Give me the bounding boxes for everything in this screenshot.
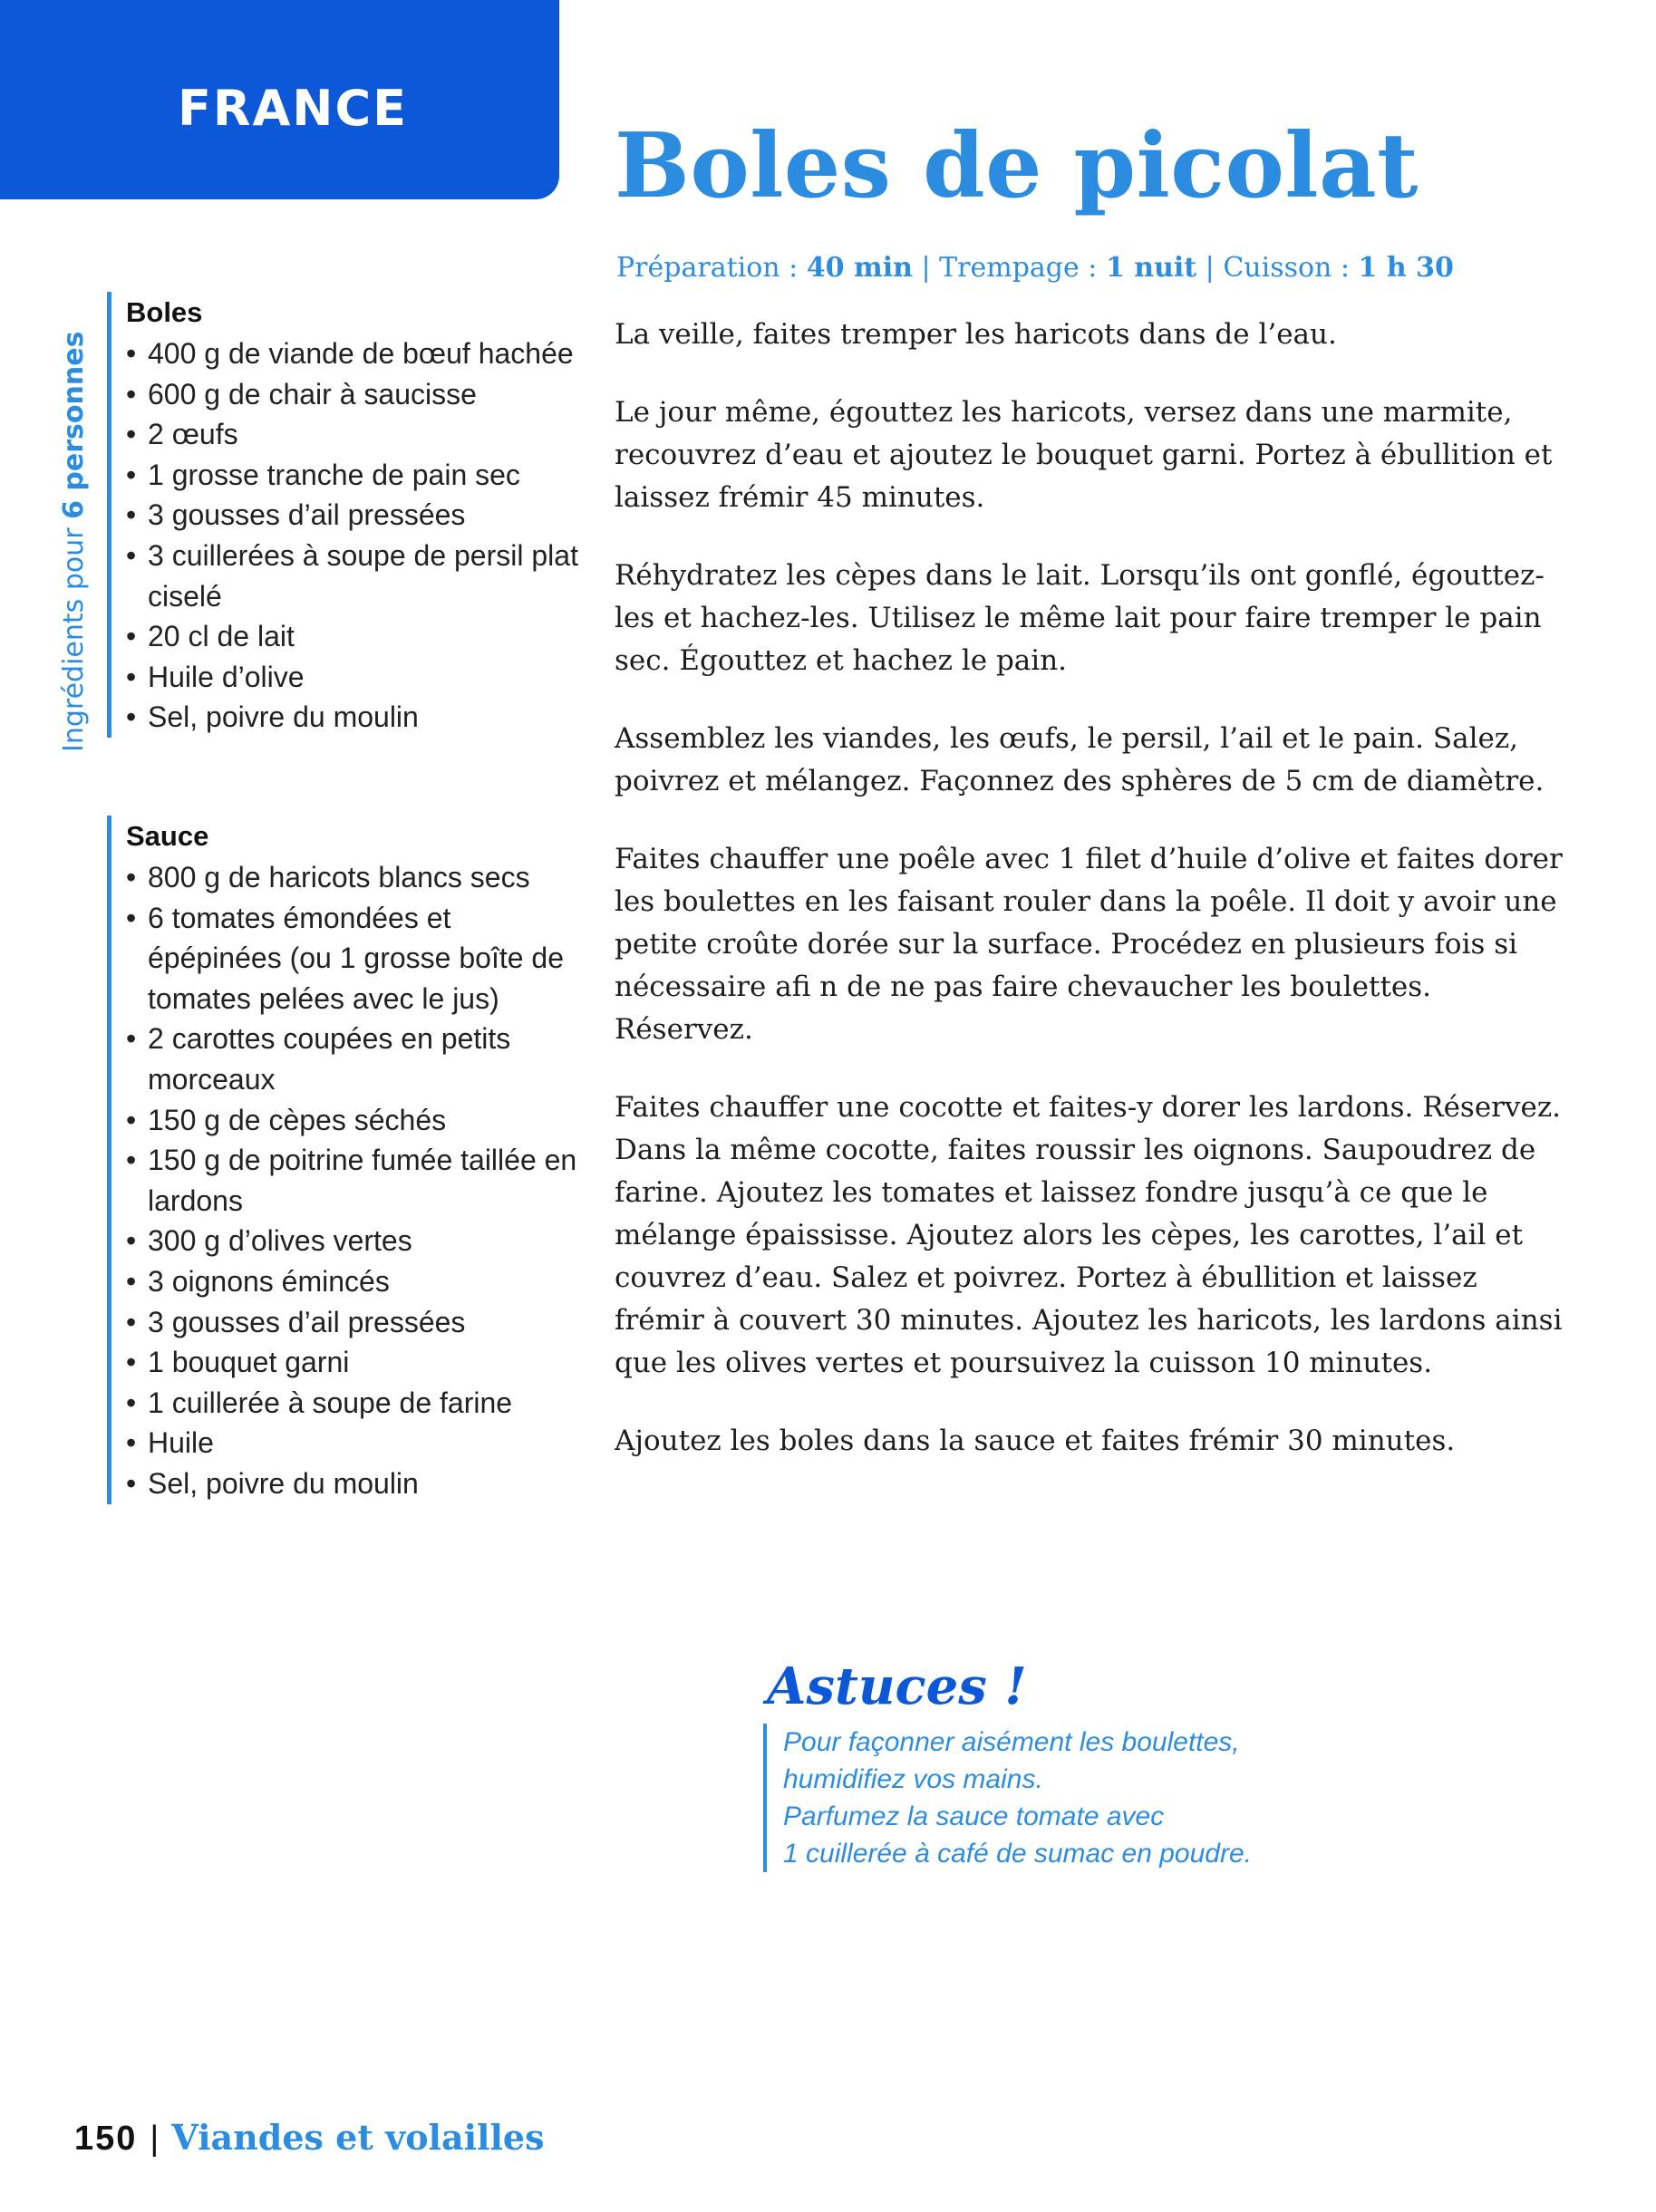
ingredients-sauce bbox=[107, 816, 588, 1504]
prep-value: 40 min bbox=[806, 252, 913, 284]
ingredient-item: • 1 bouquet garni bbox=[126, 1342, 588, 1383]
step-paragraph: Faites chauffer une poêle avec 1 filet d’huile d’olive et faites dorer les boulettes en les faisant rouler dans la poêle. Il doit y avoir une petite croûte dorée sur la surface. Procédez en plusieurs fois si nécessaire afi n de ne pas faire chevaucher les boulettes. Réservez. bbox=[615, 843, 1563, 1046]
servings-prefix: Ingrédients pour bbox=[58, 518, 90, 752]
ingredient-item: • Sel, poivre du moulin bbox=[126, 697, 588, 738]
step-paragraph: Faites chauffer une cocotte et faites-y dorer les lardons. Réservez. Dans la même cocotte, faites roussir les oignons. Saupoudrez de farine. Ajoutez les tomates et laissez fondre jusqu’à ce que le mélange épaississe. Ajoutez alors les cèpes, les carottes, l’ail et couvrez d’eau. Salez et poivrez. Portez à ébullition et laissez frémir à couvert 30 minutes. Ajoutez les haricots, les lardons ainsi que les olives vertes et poursuivez la cuisson 10 minutes. bbox=[615, 1091, 1563, 1379]
ingredient-item: • 20 cl de lait bbox=[126, 616, 588, 657]
ingredient-list bbox=[126, 333, 588, 738]
servings-count: 6 personnes bbox=[58, 331, 90, 519]
cook-value: 1 h 30 bbox=[1358, 252, 1454, 284]
tip-line: Pour façonner aisément les boulettes, bbox=[783, 1727, 1240, 1757]
ingredient-item: • 600 g de chair à saucisse bbox=[126, 374, 588, 415]
ingredient-item: • Huile bbox=[126, 1423, 588, 1463]
cook-label: | Cuisson : bbox=[1196, 252, 1359, 284]
ingredient-item: • 3 gousses d’ail pressées bbox=[126, 1302, 588, 1343]
tips-title: Astuces ! bbox=[767, 1657, 1027, 1716]
recipe-title: Boles de picolat bbox=[615, 114, 1419, 218]
ingredient-item: • 1 cuillerée à soupe de farine bbox=[126, 1383, 588, 1424]
ingredient-item: • Sel, poivre du moulin bbox=[126, 1463, 588, 1504]
tip-line: humidifiez vos mains. bbox=[783, 1764, 1043, 1794]
ingredient-item: • 2 œufs bbox=[126, 414, 588, 455]
tips-body bbox=[763, 1724, 1343, 1872]
ingredient-list bbox=[126, 857, 588, 1504]
page-number: 150 bbox=[74, 2120, 138, 2158]
servings-label bbox=[58, 332, 90, 752]
ingredient-item: • 2 carottes coupées en petits morceaux bbox=[126, 1019, 588, 1099]
step-paragraph: Le jour même, égouttez les haricots, versez dans une marmite, recouvrez d’eau et ajoutez le bouquet garni. Portez à ébullition et laissez frémir 45 minutes. bbox=[615, 396, 1553, 514]
ingredient-item: • Huile d’olive bbox=[126, 657, 588, 698]
recipe-timing bbox=[616, 252, 1454, 284]
tip-line: 1 cuillerée à café de sumac en poudre. bbox=[783, 1839, 1252, 1869]
page-footer bbox=[74, 2117, 544, 2159]
ingredients-boles bbox=[107, 292, 588, 738]
footer-separator: | bbox=[150, 2120, 160, 2158]
ingredient-item: • 3 oignons émincés bbox=[126, 1261, 588, 1302]
soak-value: 1 nuit bbox=[1105, 252, 1197, 284]
ingredient-item: • 3 cuillerées à soupe de persil plat ciselé bbox=[126, 536, 588, 616]
ingredient-item: • 6 tomates émondées et épépinées (ou 1 grosse boîte de tomates pelées avec le jus) bbox=[126, 898, 588, 1019]
ingredient-item: • 150 g de cèpes séchés bbox=[126, 1100, 588, 1141]
ingredient-item: • 1 grosse tranche de pain sec bbox=[126, 455, 588, 496]
tips-box bbox=[763, 1657, 1343, 1872]
step-paragraph: Ajoutez les boles dans la sauce et faites frémir 30 minutes. bbox=[615, 1425, 1456, 1457]
step-paragraph: La veille, faites tremper les haricots dans de l’eau. bbox=[615, 318, 1337, 351]
ingredient-item: • 800 g de haricots blancs secs bbox=[126, 857, 588, 898]
ingredient-item: • 3 gousses d’ail pressées bbox=[126, 495, 588, 536]
recipe-steps bbox=[615, 314, 1575, 1498]
prep-label: Préparation : bbox=[616, 252, 807, 284]
ingredients-heading: Sauce bbox=[126, 820, 209, 852]
tip-line: Parfumez la sauce tomate avec bbox=[783, 1801, 1165, 1831]
soak-label: | Trempage : bbox=[912, 252, 1106, 284]
step-paragraph: Réhydratez les cèpes dans le lait. Lorsqu’ils ont gonflé, égouttez-les et hachez-les. Utilisez le même lait pour faire tremper le pain sec. Égouttez et hachez le pain. bbox=[615, 559, 1545, 677]
step-paragraph: Assemblez les viandes, les œufs, le persil, l’ail et le pain. Salez, poivrez et mélangez. Façonnez des sphères de 5 cm de diamètre. bbox=[615, 722, 1545, 797]
ingredient-item: • 300 g d’olives vertes bbox=[126, 1221, 588, 1261]
ingredient-item: • 400 g de viande de bœuf hachée bbox=[126, 333, 588, 374]
country-tab bbox=[0, 0, 559, 199]
ingredients-heading: Boles bbox=[126, 296, 203, 328]
ingredient-item: • 150 g de poitrine fumée taillée en lardons bbox=[126, 1140, 588, 1221]
section-name: Viandes et volailles bbox=[171, 2117, 545, 2158]
country-label: FRANCE bbox=[178, 80, 408, 137]
